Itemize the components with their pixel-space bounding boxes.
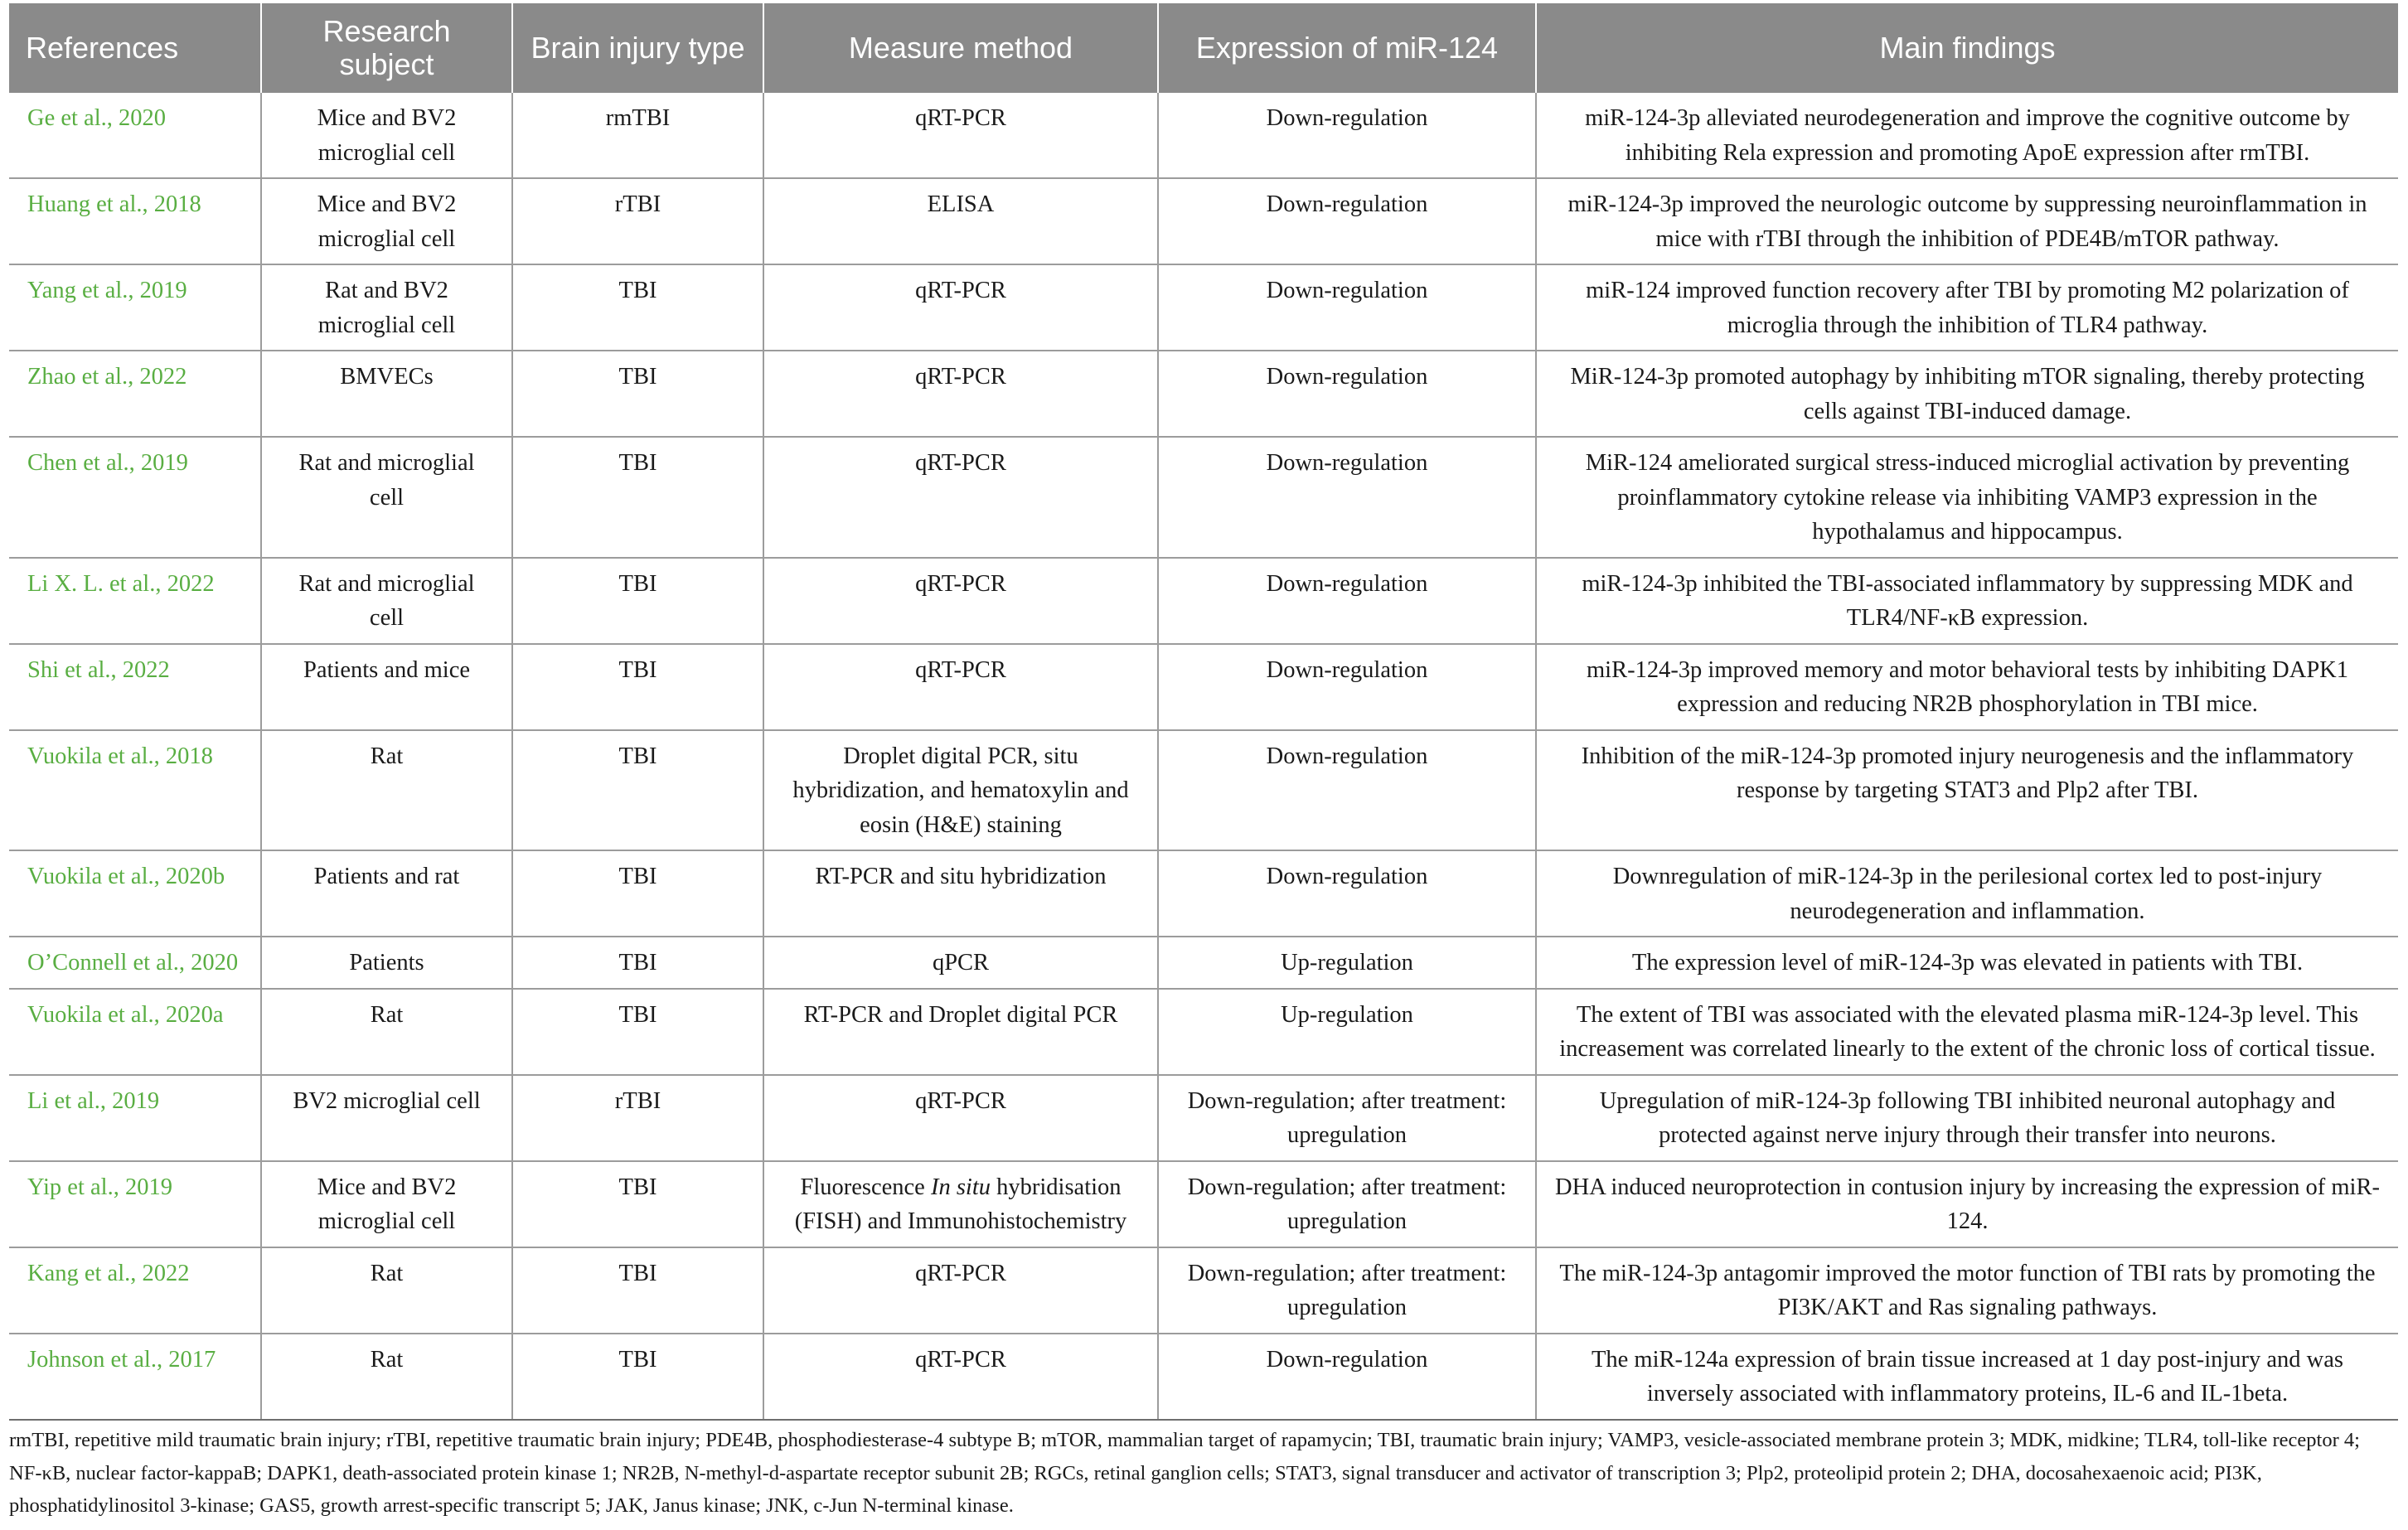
table-row (9, 264, 2398, 351)
injury-type-cell: TBI (512, 644, 763, 730)
reference-cell[interactable]: Johnson et al., 2017 (9, 1334, 261, 1420)
main-findings-cell: Downregulation of miR-124-3p in the perilesional cortex led to post-injury neurodegeneration and inflammation. (1536, 850, 2398, 937)
main-findings-cell: The expression level of miR-124-3p was elevated in patients with TBI. (1536, 937, 2398, 989)
header-row (9, 3, 2398, 93)
injury-type-cell: TBI (512, 730, 763, 851)
column-header: Brain injury type (512, 3, 763, 93)
measure-method-cell: qRT-PCR (763, 93, 1158, 178)
research-subject-cell: Rat (261, 1247, 512, 1334)
main-findings-cell: miR-124 improved function recovery after TBI by promoting M2 polarization of microglia through the inhibition of TLR4 pathway. (1536, 264, 2398, 351)
expression-cell: Down-regulation; after treatment: upregulation (1158, 1247, 1536, 1334)
research-subject-cell: Patients and rat (261, 850, 512, 937)
reference-cell[interactable]: Yang et al., 2019 (9, 264, 261, 351)
column-header: Measure method (763, 3, 1158, 93)
reference-cell[interactable]: Vuokila et al., 2020a (9, 989, 261, 1075)
main-findings-cell: miR-124-3p inhibited the TBI-associated inflammatory by suppressing MDK and TLR4/NF-κB expression. (1536, 558, 2398, 644)
injury-type-cell: TBI (512, 1247, 763, 1334)
table-body (9, 93, 2398, 1420)
expression-cell: Down-regulation (1158, 351, 1536, 437)
column-header: References (9, 3, 261, 93)
main-findings-cell: Upregulation of miR-124-3p following TBI inhibited neuronal autophagy and protected against nerve injury through their transfer into neurons. (1536, 1075, 2398, 1161)
injury-type-cell: rmTBI (512, 93, 763, 178)
expression-cell: Down-regulation (1158, 1334, 1536, 1420)
measure-method-cell: qRT-PCR (763, 1247, 1158, 1334)
expression-cell: Down-regulation (1158, 558, 1536, 644)
main-findings-cell: The extent of TBI was associated with the elevated plasma miR-124-3p level. This increasement was correlated linearly to the extent of the chronic loss of cortical tissue. (1536, 989, 2398, 1075)
reference-cell[interactable]: Zhao et al., 2022 (9, 351, 261, 437)
measure-method-cell: RT-PCR and Droplet digital PCR (763, 989, 1158, 1075)
table-row (9, 437, 2398, 558)
mir124-table (9, 3, 2398, 1421)
table-row (9, 730, 2398, 851)
measure-method-cell: qRT-PCR (763, 264, 1158, 351)
research-subject-cell: Patients and mice (261, 644, 512, 730)
main-findings-cell: The miR-124-3p antagomir improved the motor function of TBI rats by promoting the PI3K/AKT and Ras signaling pathways. (1536, 1247, 2398, 1334)
research-subject-cell: Rat (261, 989, 512, 1075)
reference-cell[interactable]: Shi et al., 2022 (9, 644, 261, 730)
table-row (9, 850, 2398, 937)
main-findings-cell: DHA induced neuroprotection in contusion injury by increasing the expression of miR-124. (1536, 1161, 2398, 1247)
injury-type-cell: TBI (512, 351, 763, 437)
research-subject-cell: Mice and BV2 microglial cell (261, 178, 512, 264)
table-row (9, 989, 2398, 1075)
column-header: Main findings (1536, 3, 2398, 93)
table-header (9, 3, 2398, 93)
research-subject-cell: Mice and BV2 microglial cell (261, 93, 512, 178)
reference-cell[interactable]: Chen et al., 2019 (9, 437, 261, 558)
main-findings-cell: miR-124-3p improved the neurologic outcome by suppressing neuroinflammation in mice with rTBI through the inhibition of PDE4B/mTOR pathway. (1536, 178, 2398, 264)
measure-method-cell: qRT-PCR (763, 558, 1158, 644)
measure-method-cell: qRT-PCR (763, 437, 1158, 558)
measure-method-cell: Droplet digital PCR, situ hybridization, and hematoxylin and eosin (H&E) staining (763, 730, 1158, 851)
table-row (9, 937, 2398, 989)
injury-type-cell: rTBI (512, 1075, 763, 1161)
reference-cell[interactable]: Kang et al., 2022 (9, 1247, 261, 1334)
expression-cell: Down-regulation (1158, 264, 1536, 351)
research-subject-cell: Rat (261, 730, 512, 851)
reference-cell[interactable]: Li et al., 2019 (9, 1075, 261, 1161)
expression-cell: Down-regulation; after treatment: upregulation (1158, 1161, 1536, 1247)
expression-cell: Up-regulation (1158, 989, 1536, 1075)
table-row (9, 1247, 2398, 1334)
reference-cell[interactable]: Li X. L. et al., 2022 (9, 558, 261, 644)
research-subject-cell: BV2 microglial cell (261, 1075, 512, 1161)
injury-type-cell: TBI (512, 1334, 763, 1420)
injury-type-cell: TBI (512, 264, 763, 351)
table-row (9, 558, 2398, 644)
table-row (9, 644, 2398, 730)
expression-cell: Down-regulation (1158, 437, 1536, 558)
main-findings-cell: MiR-124 ameliorated surgical stress-induced microglial activation by preventing proinflammatory cytokine release via inhibiting VAMP3 expression in the hypothalamus and hippocampus. (1536, 437, 2398, 558)
table-row (9, 1161, 2398, 1247)
table-row (9, 178, 2398, 264)
main-findings-cell: The miR-124a expression of brain tissue increased at 1 day post-injury and was inversely associated with inflammatory proteins, IL-6 and IL-1beta. (1536, 1334, 2398, 1420)
research-subject-cell: Patients (261, 937, 512, 989)
injury-type-cell: TBI (512, 437, 763, 558)
reference-cell[interactable]: Vuokila et al., 2020b (9, 850, 261, 937)
table-row (9, 1334, 2398, 1420)
research-subject-cell: BMVECs (261, 351, 512, 437)
injury-type-cell: TBI (512, 850, 763, 937)
expression-cell: Down-regulation; after treatment: upregulation (1158, 1075, 1536, 1161)
research-subject-cell: Mice and BV2 microglial cell (261, 1161, 512, 1247)
measure-method-cell: Fluorescence In situ hybridisation (FISH) and Immunohistochemistry (763, 1161, 1158, 1247)
measure-method-cell: qRT-PCR (763, 644, 1158, 730)
reference-cell[interactable]: Yip et al., 2019 (9, 1161, 261, 1247)
measure-method-cell: qRT-PCR (763, 351, 1158, 437)
research-subject-cell: Rat and microglial cell (261, 437, 512, 558)
expression-cell: Down-regulation (1158, 850, 1536, 937)
measure-method-cell: qPCR (763, 937, 1158, 989)
main-findings-cell: MiR-124-3p promoted autophagy by inhibiting mTOR signaling, thereby protecting cells against TBI-induced damage. (1536, 351, 2398, 437)
injury-type-cell: TBI (512, 558, 763, 644)
table-row (9, 351, 2398, 437)
injury-type-cell: rTBI (512, 178, 763, 264)
research-subject-cell: Rat and BV2 microglial cell (261, 264, 512, 351)
measure-method-cell: qRT-PCR (763, 1075, 1158, 1161)
reference-cell[interactable]: Ge et al., 2020 (9, 93, 261, 178)
injury-type-cell: TBI (512, 1161, 763, 1247)
reference-cell[interactable]: Vuokila et al., 2018 (9, 730, 261, 851)
research-subject-cell: Rat and microglial cell (261, 558, 512, 644)
reference-cell[interactable]: Huang et al., 2018 (9, 178, 261, 264)
main-findings-cell: miR-124-3p alleviated neurodegeneration and improve the cognitive outcome by inhibiting Rela expression and promoting ApoE expression after rmTBI. (1536, 93, 2398, 178)
column-header: Research subject (261, 3, 512, 93)
table-footnote: rmTBI, repetitive mild traumatic brain injury; rTBI, repetitive traumatic brain injury; PDE4B, phosphodiesterase-4 subtype B; mTOR, mammalian target of rapamycin; TBI, traumatic brain injury; VAMP3, vesicle-associated membrane protein 3; MDK, midkine; TLR4, toll-like receptor 4; NF-κB, nuclear factor-kappaB; DAPK1, death-associated protein kinase 1; NR2B, N-methyl-d-aspartate receptor subunit 2B; RGCs, retinal ganglion cells; STAT3, signal transducer and activator of transcription 3; Plp2, proteolipid protein 2; DHA, docosahexaenoic acid; PI3K, phosphatidylinositol 3-kinase; GAS5, growth arrest-specific transcript 5; JAK, Janus kinase; JNK, c-Jun N-terminal kinase. (9, 1429, 2360, 1517)
main-findings-cell: Inhibition of the miR-124-3p promoted injury neurogenesis and the inflammatory response by targeting STAT3 and Plp2 after TBI. (1536, 730, 2398, 851)
expression-cell: Down-regulation (1158, 730, 1536, 851)
table-row (9, 93, 2398, 178)
measure-method-cell: ELISA (763, 178, 1158, 264)
expression-cell: Down-regulation (1158, 644, 1536, 730)
column-header: Expression of miR-124 (1158, 3, 1536, 93)
measure-method-cell: qRT-PCR (763, 1334, 1158, 1420)
expression-cell: Down-regulation (1158, 93, 1536, 178)
injury-type-cell: TBI (512, 937, 763, 989)
research-subject-cell: Rat (261, 1334, 512, 1420)
measure-method-cell: RT-PCR and situ hybridization (763, 850, 1158, 937)
table-row (9, 1075, 2398, 1161)
reference-cell[interactable]: O’Connell et al., 2020 (9, 937, 261, 989)
injury-type-cell: TBI (512, 989, 763, 1075)
expression-cell: Down-regulation (1158, 178, 1536, 264)
expression-cell: Up-regulation (1158, 937, 1536, 989)
main-findings-cell: miR-124-3p improved memory and motor behavioral tests by inhibiting DAPK1 expression and reducing NR2B phosphorylation in TBI mice. (1536, 644, 2398, 730)
